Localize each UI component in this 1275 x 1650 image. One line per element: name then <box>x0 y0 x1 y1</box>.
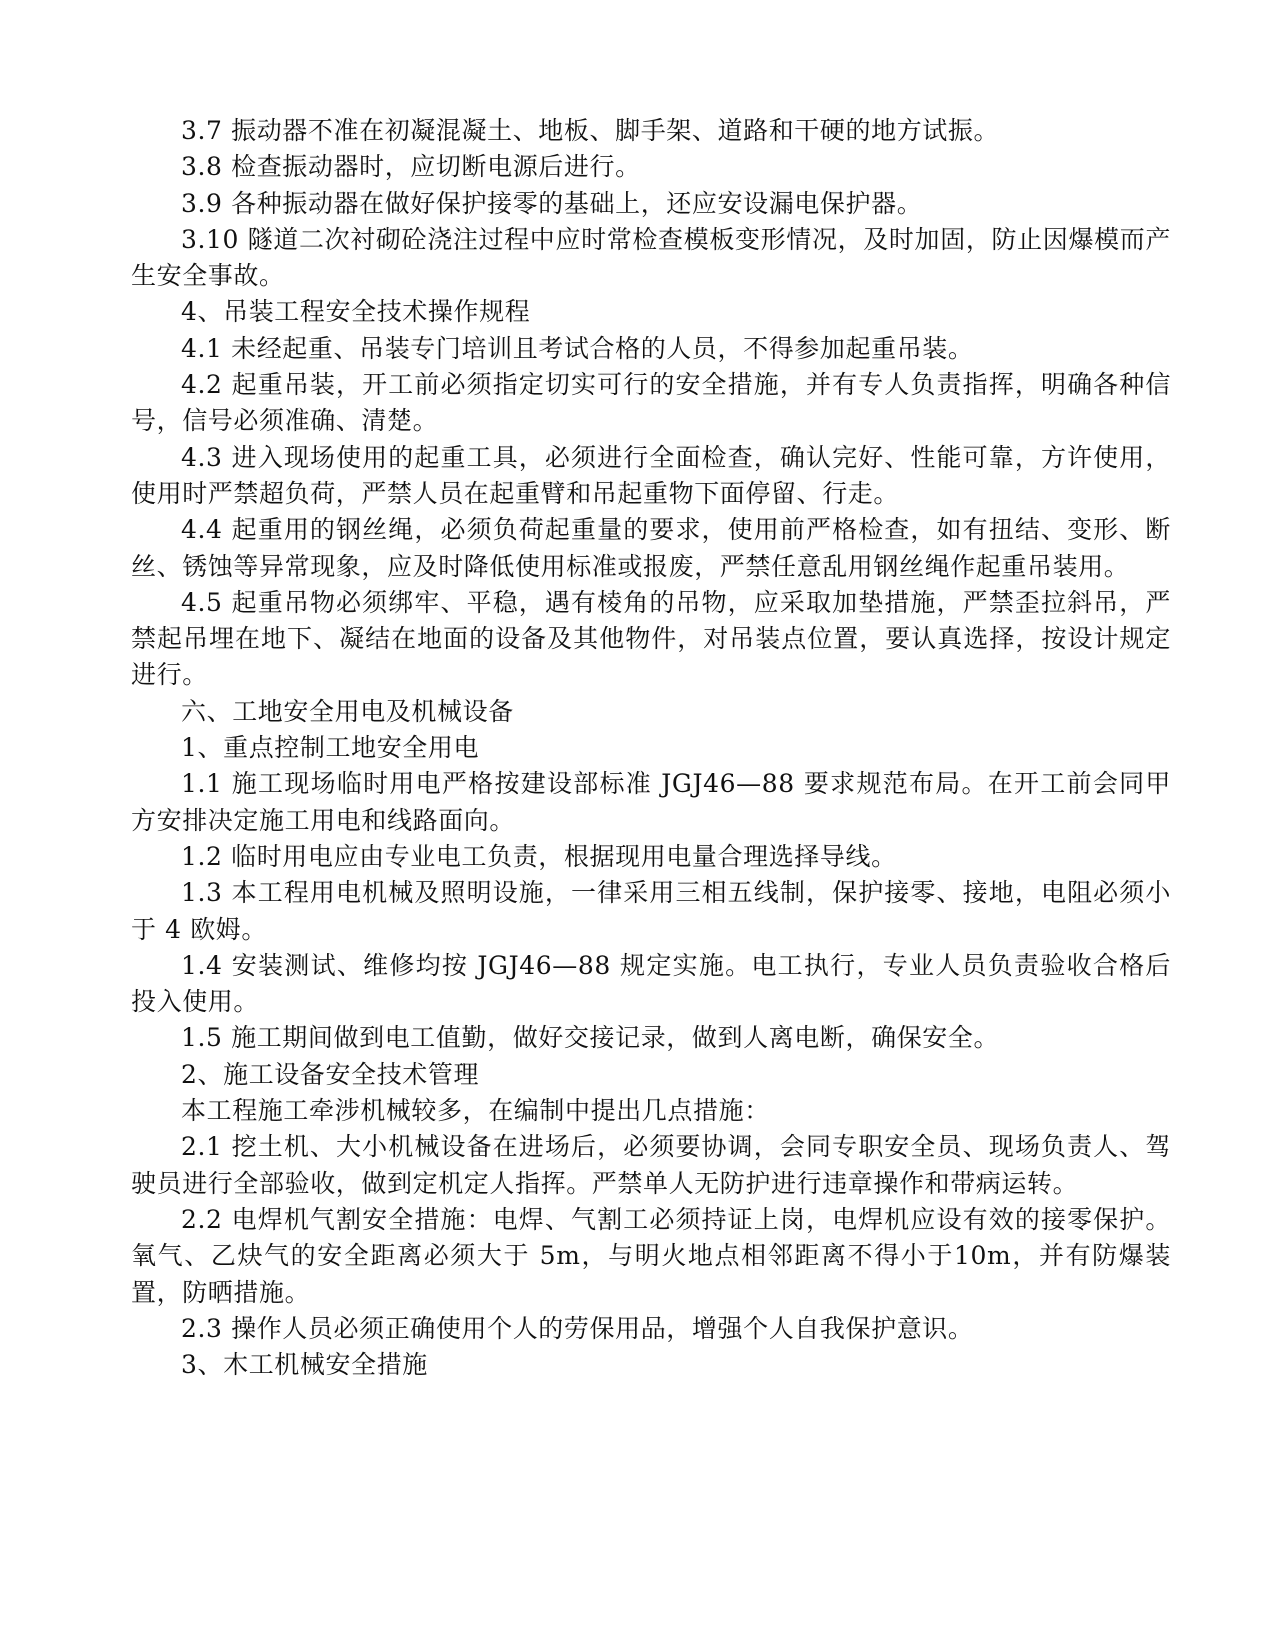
paragraph-1-4: 1.4 安装测试、维修均按 JGJ46—88 规定实施。电工执行，专业人员负责验收合格后投入使用。 <box>131 950 1171 1017</box>
section-heading-1: 1、重点控制工地安全用电 <box>181 733 480 763</box>
paragraph-intro: 本工程施工牵涉机械较多，在编制中提出几点措施： <box>181 1096 770 1126</box>
paragraph-1-1: 1.1 施工现场临时用电严格按建设部标准 JGJ46—88 要求规范布局。在开工前会同甲方安排决定施工用电和线路面向。 <box>131 769 1171 835</box>
paragraph-3-8: 3.8 检查振动器时，应切断电源后进行。 <box>181 152 641 182</box>
paragraph-1-3: 1.3 本工程用电机械及照明设施，一律采用三相五线制，保护接零、接地，电阻必须小于 4 欧姆。 <box>131 878 1171 944</box>
section-heading-3: 3、木工机械安全措施 <box>181 1350 428 1380</box>
document-body <box>131 113 1171 1383</box>
chapter-heading-6: 六、工地安全用电及机械设备 <box>181 696 514 726</box>
section-heading-4: 4、吊装工程安全技术操作规程 <box>181 297 531 327</box>
paragraph-4-4: 4.4 起重用的钢丝绳，必须负荷起重量的要求，使用前严格检查，如有扭结、变形、断丝、锈蚀等异常现象，应及时降低使用标准或报废，严禁任意乱用钢丝绳作起重吊装用。 <box>131 515 1171 581</box>
paragraph-4-1: 4.1 未经起重、吊装专门培训且考试合格的人员，不得参加起重吊装。 <box>181 333 974 363</box>
paragraph-4-5: 4.5 起重吊物必须绑牢、平稳，遇有棱角的吊物，应采取加垫措施，严禁歪拉斜吊，严禁起吊埋在地下、凝结在地面的设备及其他物件，对吊装点位置，要认真选择，按设计规定进行。 <box>131 587 1171 690</box>
section-heading-2: 2、施工设备安全技术管理 <box>181 1059 480 1089</box>
paragraph-2-3: 2.3 操作人员必须正确使用个人的劳保用品，增强个人自我保护意识。 <box>181 1313 974 1343</box>
paragraph-1-2: 1.2 临时用电应由专业电工负责，根据现用电量合理选择导线。 <box>181 841 897 871</box>
paragraph-2-1: 2.1 挖土机、大小机械设备在进场后，必须要协调，会同专职安全员、现场负责人、驾驶员进行全部验收，做到定机定人指挥。严禁单人无防护进行违章操作和带病运转。 <box>131 1132 1171 1198</box>
paragraph-2-2: 2.2 电焊机气割安全措施：电焊、气割工必须持证上岗，电焊机应设有效的接零保护。氧气、乙炔气的安全距离必须大于 5m，与明火地点相邻距离不得小于10m，并有防爆装置，防晒措施。 <box>131 1204 1171 1307</box>
paragraph-3-7: 3.7 振动器不准在初凝混凝土、地板、脚手架、道路和干硬的地方试振。 <box>181 116 1000 145</box>
paragraph-4-2: 4.2 起重吊装，开工前必须指定切实可行的安全措施，并有专人负责指挥，明确各种信号，信号必须准确、清楚。 <box>131 370 1171 436</box>
paragraph-3-10: 3.10 隧道二次衬砌砼浇注过程中应时常检查模板变形情况，及时加固，防止因爆模而产生安全事故。 <box>131 224 1171 291</box>
paragraph-4-3: 4.3 进入现场使用的起重工具，必须进行全面检查，确认完好、性能可靠，方许使用，使用时严禁超负荷，严禁人员在起重臂和吊起重物下面停留、行走。 <box>131 442 1171 508</box>
paragraph-1-5: 1.5 施工期间做到电工值勤，做好交接记录，做到人离电断，确保安全。 <box>181 1023 1000 1053</box>
paragraph-3-9: 3.9 各种振动器在做好保护接零的基础上，还应安设漏电保护器。 <box>181 188 923 218</box>
